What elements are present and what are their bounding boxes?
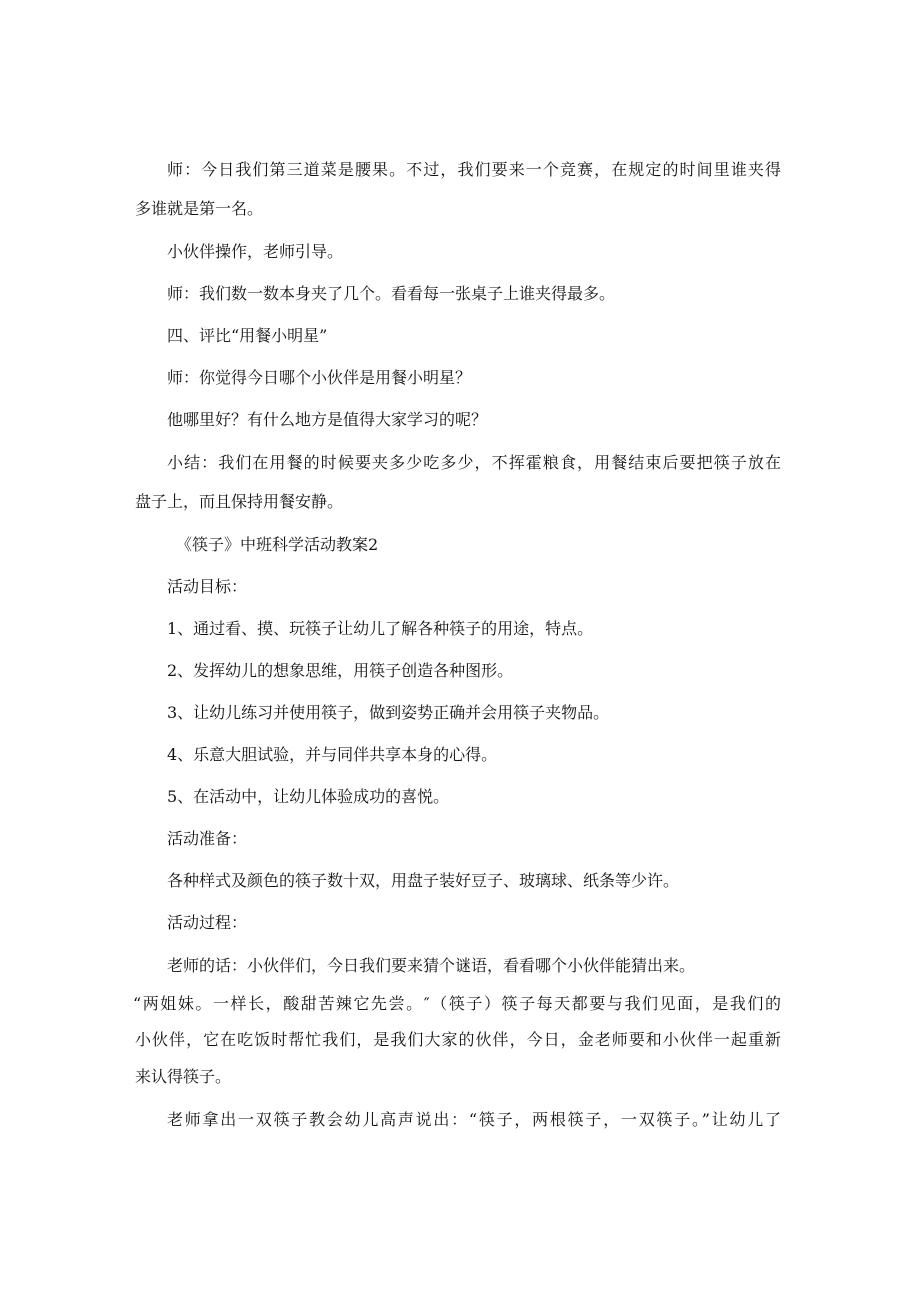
paragraph-line: 师：我们数一数本身夹了几个。看看每一张桌子上谁夹得最多。 — [167, 284, 616, 303]
paragraph-line: 多谁就是第一名。 — [135, 199, 264, 218]
paragraph-line: 师：你觉得今日哪个小伙伴是用餐小明星？ — [167, 368, 472, 387]
paragraph-line: “两姐妹。一样长，酸甜苦辣它先尝。″（筷子）筷子每天都要与我们见面，是我们的 — [133, 994, 781, 1013]
paragraph-line: 他哪里好？有什么地方是值得大家学习的呢？ — [167, 410, 488, 429]
list-item: 2、发挥幼儿的想象思维，用筷子创造各种图形。 — [167, 661, 514, 680]
list-item: 3、让幼儿练习并使用筷子，做到姿势正确并会用筷子夹物品。 — [167, 703, 610, 722]
list-item: 4、乐意大胆试验，并与同伴共享本身的心得。 — [167, 745, 498, 764]
list-item: 5、在活动中，让幼儿体验成功的喜悦。 — [167, 787, 450, 806]
paragraph-line: 来认得筷子。 — [135, 1067, 232, 1086]
paragraph-line: 盘子上，而且保持用餐安静。 — [135, 492, 344, 511]
list-item: 1、通过看、摸、玩筷子让幼儿了解各种筷子的用途，特点。 — [167, 619, 594, 638]
section-heading: 活动目标： — [167, 577, 248, 596]
paragraph-line: 各种样式及颜色的筷子数十双，用盘子装好豆子、玻璃球、纸条等少许。 — [167, 871, 680, 890]
section-heading: 活动准备： — [167, 829, 248, 848]
paragraph-line: 老师的话：小伙伴们，今日我们要来猜个谜语，看看哪个小伙伴能猜出来。 — [167, 956, 696, 975]
paragraph-line: 小结：我们在用餐的时候要夹多少吃多少，不挥霍粮食，用餐结束后要把筷子放在 — [167, 453, 781, 472]
paragraph-line: 老师拿出一双筷子教会幼儿高声说出：“筷子，两根筷子，一双筷子。”让幼儿了 — [167, 1110, 781, 1129]
paragraph-line: 小伙伴操作，老师引导。 — [167, 242, 344, 261]
section-heading: 活动过程： — [167, 913, 248, 932]
paragraph-line: 师：今日我们第三道菜是腰果。不过，我们要来一个竞赛，在规定的时间里谁夹得 — [167, 160, 781, 179]
section-heading: 四、评比“用餐小明星” — [167, 326, 328, 345]
paragraph-line: 小伙伴，它在吃饭时帮忙我们，是我们大家的伙伴，今日，金老师要和小伙伴一起重新 — [135, 1030, 781, 1049]
lesson-title: 《筷子》中班科学活动教案2 — [176, 535, 379, 554]
